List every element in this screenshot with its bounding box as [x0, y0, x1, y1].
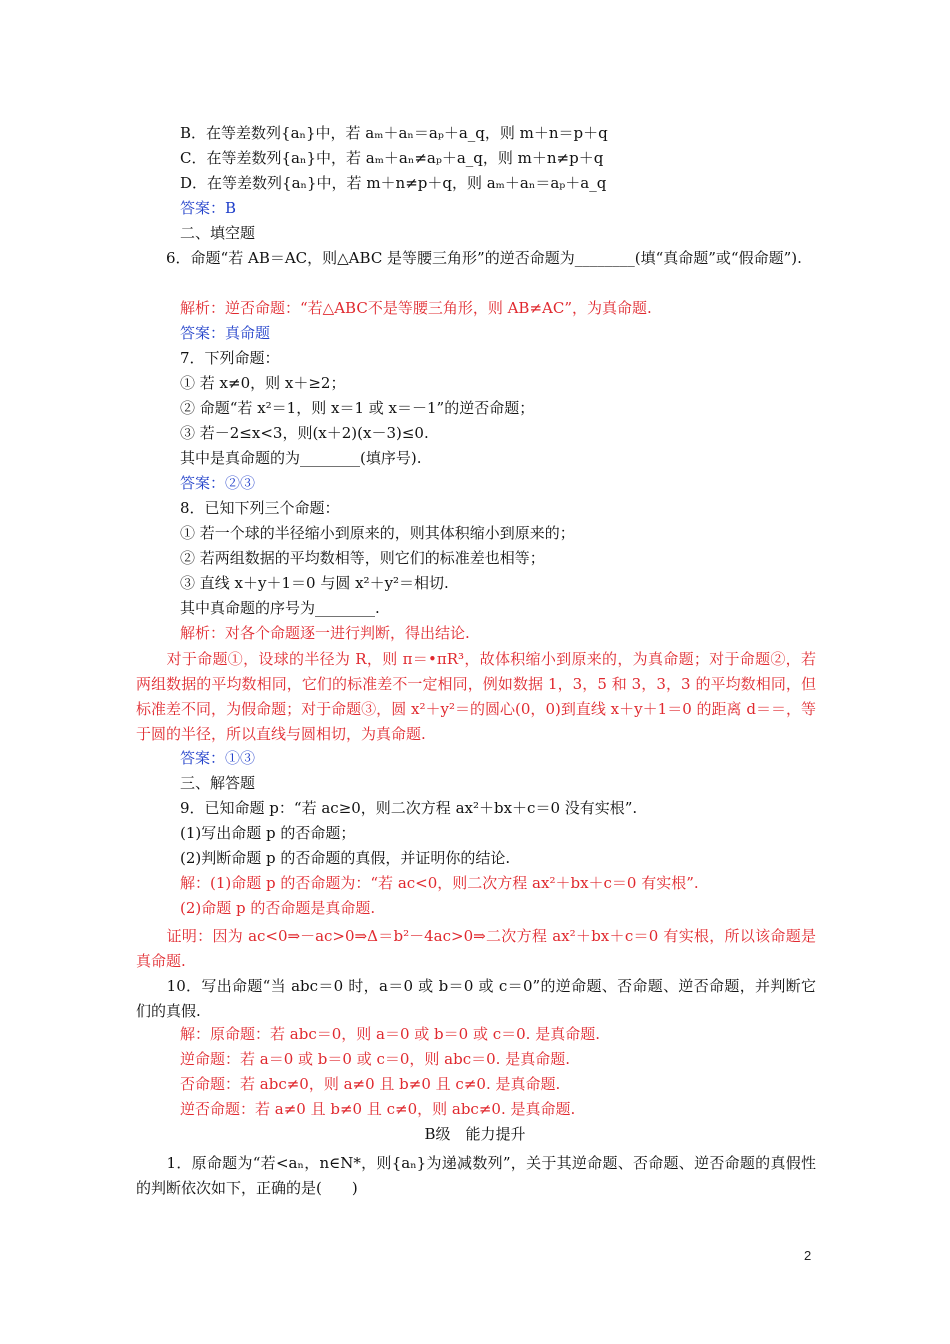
text-line: ① 若 x≠0，则 x＋≥2； [180, 374, 346, 392]
text-line: 9．已知命题 p：“若 ac≥0，则二次方程 ax²＋bx＋c＝0 没有实根”. [180, 799, 638, 817]
text-line: 其中是真命题的为________(填序号). [180, 449, 422, 467]
text-line: B．在等差数列{aₙ}中，若 aₘ＋aₙ＝aₚ＋a_q，则 m＋n＝p＋q [180, 124, 608, 142]
text-line: 8．已知下列三个命题： [180, 499, 340, 517]
text-line: (2)判断命题 p 的否命题的真假，并证明你的结论. [180, 849, 511, 867]
text-line: 答案：①③ [180, 749, 256, 767]
text-line: 否命题：若 abc≠0，则 a≠0 且 b≠0 且 c≠0. 是真命题. [180, 1075, 561, 1093]
text-line: (1)写出命题 p 的否命题； [180, 824, 356, 842]
page-number: 2 [804, 1248, 812, 1263]
text-line: 逆否命题：若 a≠0 且 b≠0 且 c≠0，则 abc≠0. 是真命题. [180, 1100, 576, 1118]
paragraph: 1．原命题为“若<aₙ，n∈N*，则{aₙ}为递减数列”，关于其逆命题、否命题、逆否命题的真假性的判断依次如下，正确的是( ) [136, 1154, 816, 1197]
text-line: C．在等差数列{aₙ}中，若 aₘ＋aₙ≠aₚ＋a_q，则 m＋n≠p＋q [180, 149, 604, 167]
paragraph: 10．写出命题“当 abc＝0 时，a＝0 或 b＝0 或 c＝0”的逆命题、否命题、逆否命题，并判断它们的真假. [136, 977, 816, 1020]
text-line: 答案：B [180, 199, 237, 217]
text-line: ③ 直线 x＋y＋1＝0 与圆 x²＋y²＝相切. [180, 574, 449, 592]
text-line: (2)命题 p 的否命题是真命题. [180, 899, 376, 917]
text-line: 解析：对各个命题逐一进行判断，得出结论. [180, 624, 470, 642]
paragraph: 对于命题①，设球的半径为 R，则 π＝•πR³，故体积缩小到原来的，为真命题；对于命题②，若两组数据的平均数相同，它们的标准差不一定相同，例如数据 1，3，5 和 3，3，3 的平均数相同，但标准差不同，为假命题；对于命题③，圆 x²＋y²＝的圆心(0，0)到直线 x＋y＋1＝0 的距离 d＝＝，等于圆的半径，所以直线与圆相切，为真命题. [136, 650, 816, 743]
text-line: 二、填空题 [180, 224, 256, 242]
text-line: 其中真命题的序号为________. [180, 599, 380, 617]
text-line: 逆命题：若 a＝0 或 b＝0 或 c＝0，则 abc＝0. 是真命题. [180, 1050, 570, 1068]
text-line: 答案：②③ [180, 474, 256, 492]
paragraph: 6．命题“若 AB＝AC，则△ABC 是等腰三角形”的逆否命题为________(填“真命题”或“假命题”). [136, 249, 802, 267]
text-line: 答案：真命题 [180, 324, 271, 342]
section-title: B级 能力提升 [424, 1125, 526, 1143]
text-line: 三、解答题 [180, 774, 256, 792]
text-line: 解：原命题：若 abc＝0，则 a＝0 或 b＝0 或 c＝0. 是真命题. [180, 1025, 600, 1043]
text-line: 7．下列命题： [180, 349, 280, 367]
text-line: D．在等差数列{aₙ}中，若 m＋n≠p＋q，则 aₘ＋aₙ＝aₚ＋a_q [180, 174, 607, 192]
text-line: 解析：逆否命题：“若△ABC不是等腰三角形，则 AB≠AC”，为真命题. [180, 299, 652, 317]
text-line: ② 若两组数据的平均数相等，则它们的标准差也相等； [180, 549, 545, 567]
text-line: 解：(1)命题 p 的否命题为：“若 ac<0，则二次方程 ax²＋bx＋c＝0 有实根”. [180, 874, 699, 892]
paragraph: 证明：因为 ac<0⇒－ac>0⇒Δ＝b²－4ac>0⇒二次方程 ax²＋bx＋c＝0 有实根，所以该命题是真命题. [136, 927, 816, 970]
text-line: ② 命题“若 x²＝1，则 x＝1 或 x＝－1”的逆否命题； [180, 399, 535, 417]
text-line: ① 若一个球的半径缩小到原来的，则其体积缩小到原来的； [180, 524, 575, 542]
text-line: ③ 若－2≤x<3，则(x＋2)(x－3)≤0. [180, 424, 429, 442]
